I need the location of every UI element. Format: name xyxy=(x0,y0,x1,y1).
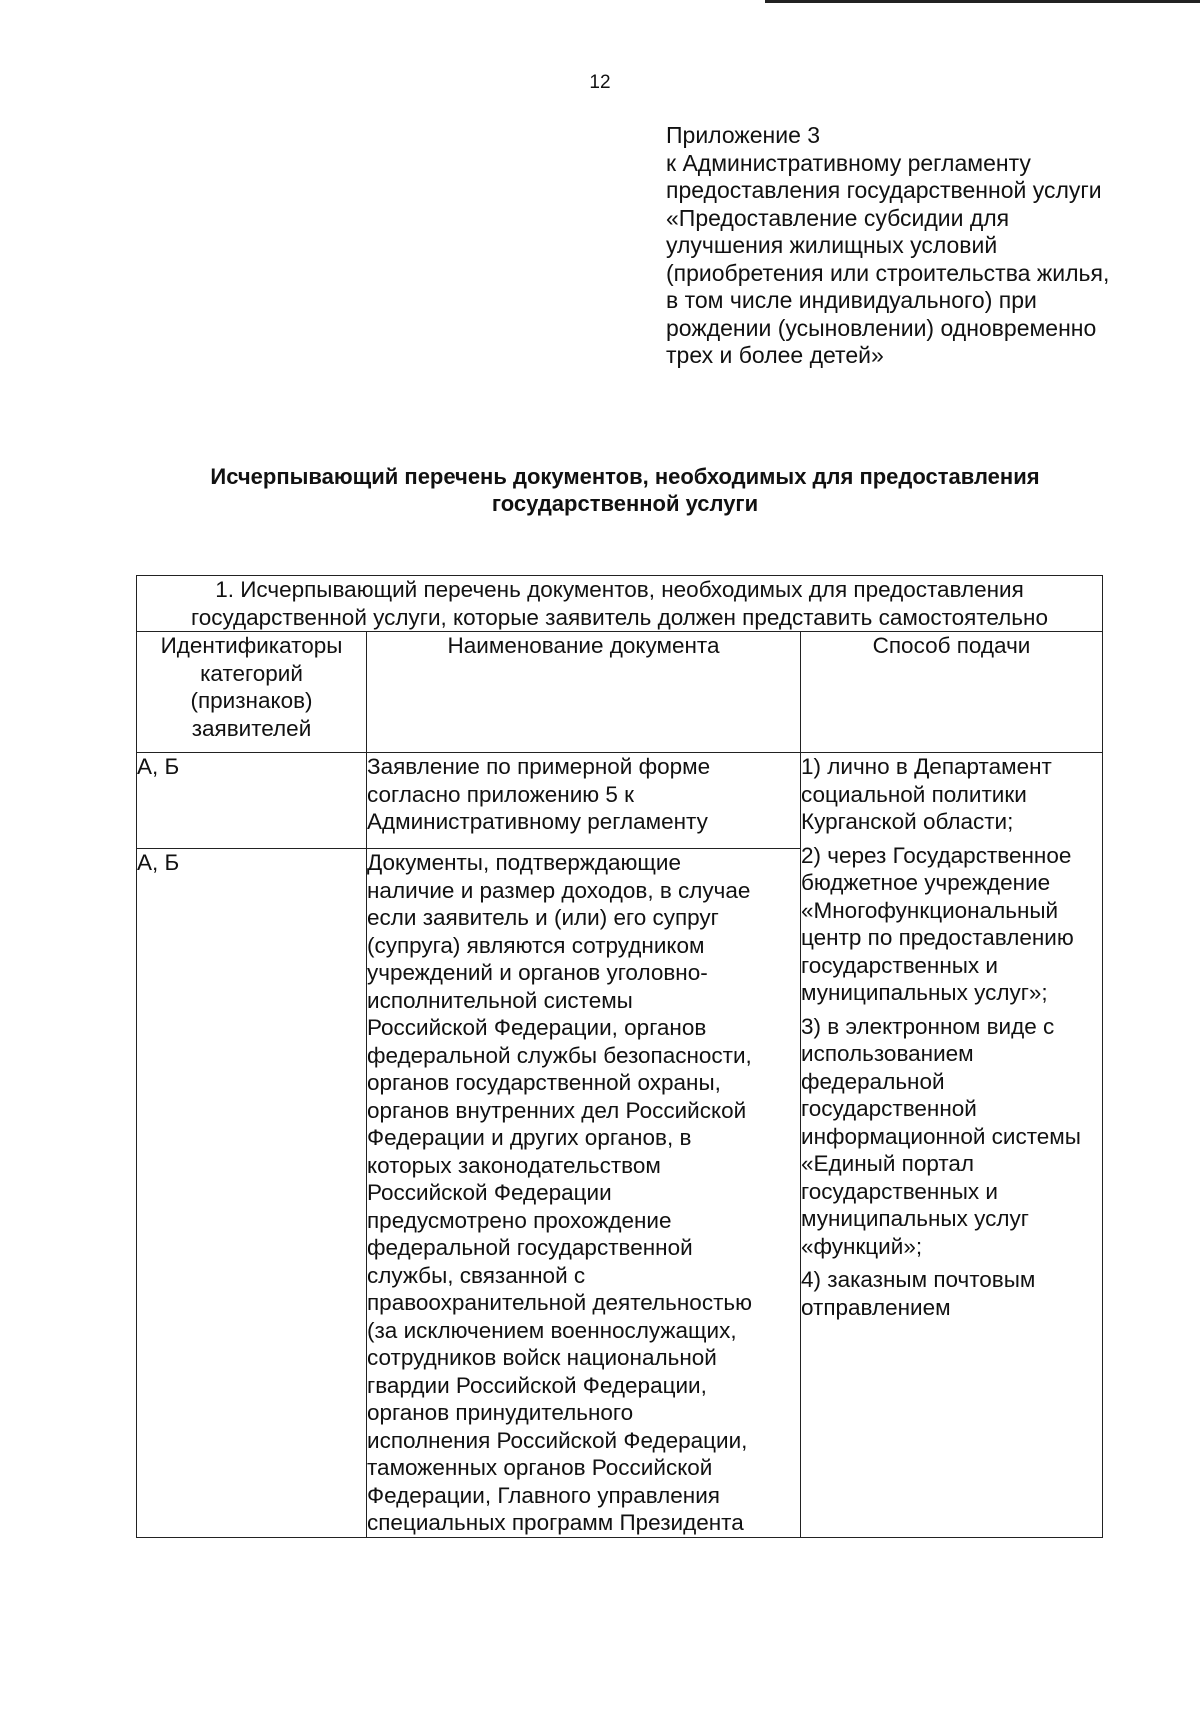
doc-line: (супруга) являются сотрудником xyxy=(367,932,705,958)
method-line: «Единый портал xyxy=(801,1151,975,1176)
doc-line: Федерации и других органов, в xyxy=(367,1125,692,1150)
appendix-line: «Предоставление субсидии для xyxy=(666,204,1010,231)
header-line: Способ подачи xyxy=(872,633,1031,658)
method-line: государственной xyxy=(801,1096,977,1121)
doc-line: Заявление по примерной форме xyxy=(367,754,711,779)
section-heading-line: государственной услуги, которые заявитель должен представить самостоятельно xyxy=(191,604,1048,630)
appendix-line: предоставления государственной услуги xyxy=(666,177,1102,203)
doc-line: учреждений и органов уголовно- xyxy=(367,960,708,985)
doc-line: согласно приложению 5 к xyxy=(367,781,635,807)
doc-line: исполнения Российской Федерации, xyxy=(367,1427,748,1453)
document-title xyxy=(150,463,1100,517)
doc-line: которых законодательством xyxy=(367,1152,661,1178)
method-line: государственных и xyxy=(801,952,998,978)
submission-methods-cell xyxy=(801,753,1103,1538)
doc-line: органов внутренних дел Российской xyxy=(367,1097,747,1123)
doc-line: наличие и размер доходов, в случае xyxy=(367,877,751,903)
submission-method-item xyxy=(801,1013,1102,1261)
doc-line: исполнительной системы xyxy=(367,987,633,1013)
column-header-identifiers xyxy=(137,632,367,753)
appendix-line: улучшения жилищных условий xyxy=(666,232,998,258)
doc-line: (за исключением военнослужащих, xyxy=(367,1317,737,1343)
row-document xyxy=(367,753,801,849)
submission-method-item xyxy=(801,842,1102,1007)
doc-line: органов государственной охраны, xyxy=(367,1070,721,1095)
column-header-submission-method xyxy=(801,632,1103,753)
doc-line: если заявитель и (или) его супруг xyxy=(367,905,719,930)
method-line: 2) через Государственное xyxy=(801,842,1072,868)
section-heading-row xyxy=(137,576,1103,632)
method-line: муниципальных услуг»; xyxy=(801,980,1048,1005)
row-identifiers: А, Б xyxy=(137,753,367,849)
method-line: муниципальных услуг xyxy=(801,1206,1029,1231)
method-line: федеральной xyxy=(801,1068,945,1094)
section-heading xyxy=(137,576,1103,632)
doc-line: специальных программ Президента xyxy=(367,1510,744,1535)
submission-method-item xyxy=(801,1266,1102,1321)
header-line: Наименование документа xyxy=(447,633,720,658)
row-document xyxy=(367,849,801,1538)
method-line: 1) лично в Департамент xyxy=(801,754,1052,779)
top-border-line xyxy=(765,0,1200,3)
appendix-line: (приобретения или строительства жилья, xyxy=(666,259,1110,286)
method-line: бюджетное учреждение xyxy=(801,870,1051,895)
method-line: центр по предоставлению xyxy=(801,925,1074,950)
header-line: заявителей xyxy=(191,715,312,741)
appendix-line: рождении (усыновлении) одновременно xyxy=(666,314,1097,341)
doc-line: федеральной государственной xyxy=(367,1235,693,1260)
method-line: информационной системы xyxy=(801,1123,1081,1149)
doc-line: Административному регламенту xyxy=(367,809,708,834)
doc-line: Российской Федерации, органов xyxy=(367,1015,707,1040)
appendix-line: Приложение 3 xyxy=(666,122,821,148)
method-line: Курганской области; xyxy=(801,809,1014,834)
appendix-header xyxy=(666,122,1186,370)
doc-line: сотрудников войск национальной xyxy=(367,1345,717,1370)
section-heading-line: 1. Исчерпывающий перечень документов, необходимых для предоставления xyxy=(215,577,1024,602)
method-line: социальной политики xyxy=(801,781,1027,807)
table-row xyxy=(137,753,1103,849)
header-line: (признаков) xyxy=(190,688,313,713)
method-line: «функций»; xyxy=(801,1233,923,1259)
doc-line: таможенных органов Российской xyxy=(367,1455,713,1480)
title-line: Исчерпывающий перечень документов, необходимых для предоставления xyxy=(210,464,1040,489)
column-header-row xyxy=(137,632,1103,753)
title-line: государственной услуги xyxy=(491,491,759,516)
doc-line: предусмотрено прохождение xyxy=(367,1207,672,1233)
documents-table xyxy=(136,575,1103,1538)
doc-line: Документы, подтверждающие xyxy=(367,850,682,875)
method-line: 4) заказным почтовым xyxy=(801,1267,1036,1292)
appendix-line: к Административному регламенту xyxy=(666,149,1031,176)
method-line: использованием xyxy=(801,1041,974,1066)
doc-line: органов принудительного xyxy=(367,1400,634,1425)
row-identifiers: А, Б xyxy=(137,849,367,1538)
method-line: «Многофункциональный xyxy=(801,897,1059,923)
doc-line: службы, связанной с xyxy=(367,1262,586,1288)
method-line: государственных и xyxy=(801,1178,998,1204)
method-line: отправлением xyxy=(801,1294,951,1320)
appendix-line: в том числе индивидуального) при xyxy=(666,287,1037,313)
submission-method-item xyxy=(801,753,1102,836)
doc-line: Федерации, Главного управления xyxy=(367,1482,720,1508)
method-line: 3) в электронном виде с xyxy=(801,1013,1055,1039)
doc-line: федеральной службы безопасности, xyxy=(367,1042,752,1068)
appendix-line: трех и более детей» xyxy=(666,342,884,368)
column-header-document-name xyxy=(367,632,801,753)
doc-line: правоохранительной деятельностью xyxy=(367,1290,752,1315)
doc-line: Российской Федерации xyxy=(367,1180,612,1205)
page-number: 12 xyxy=(589,72,611,93)
header-line: Идентификаторы xyxy=(160,633,343,658)
doc-line: гвардии Российской Федерации, xyxy=(367,1372,707,1398)
header-line: категорий xyxy=(200,660,303,686)
